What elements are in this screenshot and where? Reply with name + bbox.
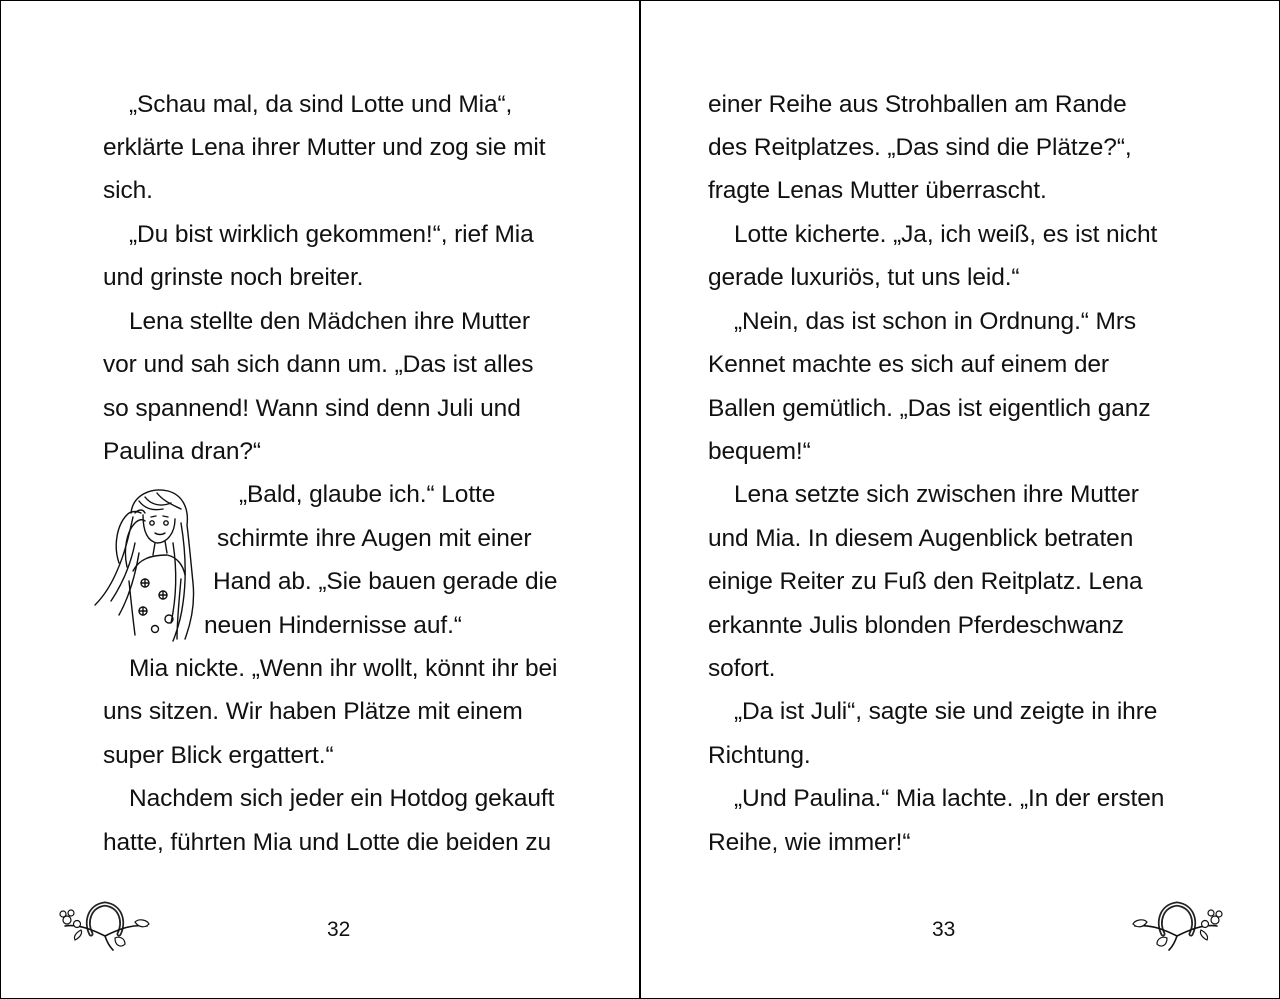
text-line: und grinste noch breiter. <box>103 264 364 291</box>
text-line: sofort. <box>708 655 776 682</box>
text-line: „Und Paulina.“ Mia lachte. „In der ersten <box>734 785 1165 812</box>
text-line: „Du bist wirklich gekommen!“, rief Mia <box>129 221 534 248</box>
text-line: neuen Hindernisse auf.“ <box>204 612 462 639</box>
text-line: so spannend! Wann sind denn Juli und <box>103 395 521 422</box>
text-line: Nachdem sich jeder ein Hotdog gekauft <box>129 785 555 812</box>
text-line: Lena setzte sich zwischen ihre Mutter <box>734 481 1139 508</box>
text-line: Richtung. <box>708 742 811 769</box>
text-line: Kennet machte es sich auf einem der <box>708 351 1109 378</box>
text-line: erkannte Julis blonden Pferdeschwanz <box>708 612 1124 639</box>
text-line: des Reitplatzes. „Das sind die Plätze?“, <box>708 134 1132 161</box>
text-line: bequem!“ <box>708 438 811 465</box>
text-line: gerade luxuriös, tut uns leid.“ <box>708 264 1020 291</box>
text-line: „Da ist Juli“, sagte sie und zeigte in ihre <box>734 698 1158 725</box>
left-page <box>1 1 639 999</box>
text-line: schirmte ihre Augen mit einer <box>217 525 532 552</box>
text-line: Paulina dran?“ <box>103 438 261 465</box>
text-line: sich. <box>103 177 153 204</box>
text-line: Reihe, wie immer!“ <box>708 829 911 856</box>
text-line: „Schau mal, da sind Lotte und Mia“, <box>129 91 513 118</box>
girl-shading-eyes-illustration <box>73 483 203 645</box>
text-line: Mia nickte. „Wenn ihr wollt, könnt ihr bei <box>129 655 558 682</box>
text-line: „Nein, das ist schon in Ordnung.“ Mrs <box>734 308 1137 335</box>
page-number: 33 <box>932 918 956 941</box>
page-number: 32 <box>327 918 351 941</box>
text-line: Lena stellte den Mädchen ihre Mutter <box>129 308 530 335</box>
text-line: erklärte Lena ihrer Mutter und zog sie mit <box>103 134 546 161</box>
text-line: Hand ab. „Sie bauen gerade die <box>213 568 558 595</box>
text-line: und Mia. In diesem Augenblick betraten <box>708 525 1134 552</box>
horseshoe-flower-ornament <box>1127 896 1227 954</box>
text-line: einer Reihe aus Strohballen am Rande <box>708 91 1127 118</box>
text-line: fragte Lenas Mutter überrascht. <box>708 177 1047 204</box>
horseshoe-flower-ornament <box>55 896 155 954</box>
text-line: einige Reiter zu Fuß den Reitplatz. Lena <box>708 568 1143 595</box>
right-page <box>641 1 1280 999</box>
text-line: Lotte kicherte. „Ja, ich weiß, es ist nicht <box>734 221 1158 248</box>
text-line: „Bald, glaube ich.“ Lotte <box>239 481 496 508</box>
text-line: uns sitzen. Wir haben Plätze mit einem <box>103 698 523 725</box>
text-line: Ballen gemütlich. „Das ist eigentlich ganz <box>708 395 1151 422</box>
text-line: vor und sah sich dann um. „Das ist alles <box>103 351 534 378</box>
text-line: super Blick ergattert.“ <box>103 742 334 769</box>
text-line: hatte, führten Mia und Lotte die beiden zu <box>103 829 552 856</box>
